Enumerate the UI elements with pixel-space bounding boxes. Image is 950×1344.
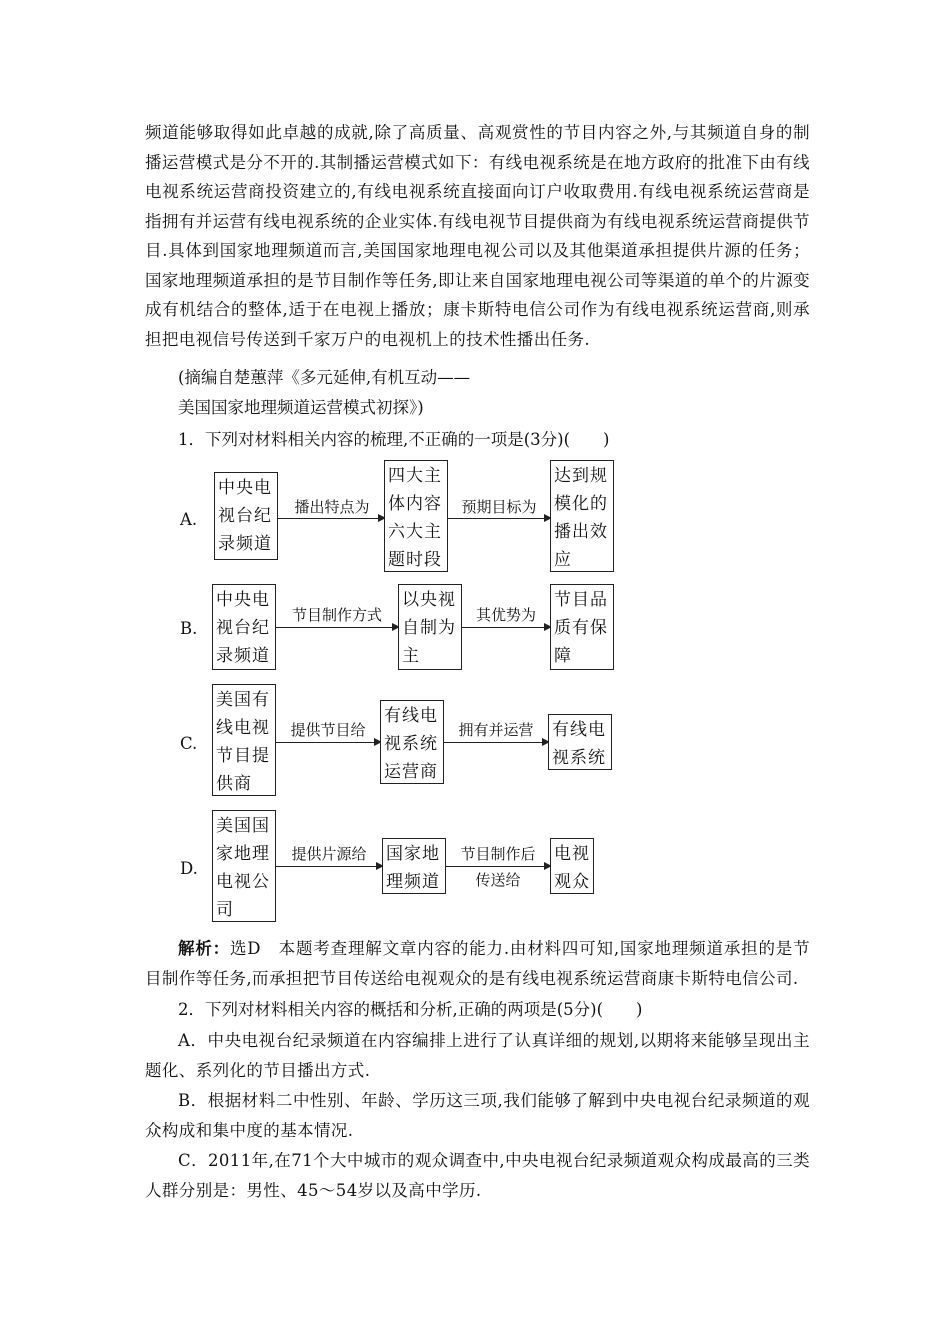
question-2-stem: 2．下列对材料相关内容的概括和分析,正确的两项是(5分)( ) [178, 1000, 643, 1019]
option-b-box-3: 节目品质有保障 [550, 584, 614, 670]
analysis [145, 934, 810, 993]
source-line-2: 美国国家地理频道运营模式初探》) [178, 398, 424, 417]
option-d-arrow-2 [446, 866, 550, 867]
option-c-label-2: 拥有并运营 [458, 721, 534, 739]
question-2-option-c: C．2011年,在71个大中城市的观众调查中,中央电视台纪录频道观众构成最高的三类人群分别是：男性、45～54岁以及高中学历. [145, 1151, 810, 1200]
option-b-arrow-2 [462, 627, 550, 628]
option-a-label-1: 播出特点为 [294, 498, 370, 516]
option-d-label-2a: 节目制作后 [460, 845, 536, 863]
option-c-box-2: 有线电视系统运营商 [380, 700, 444, 784]
option-d-letter: D. [180, 859, 198, 878]
option-a-arrow-1 [278, 518, 384, 519]
option-b-label-1: 节目制作方式 [291, 606, 382, 624]
option-c-box-3: 有线电视系统 [548, 714, 612, 770]
option-c-box-1: 美国有线电视节目提供商 [212, 684, 276, 796]
option-a-box-2: 四大主体内容六大主题时段 [384, 460, 448, 572]
option-a-arrow-2 [448, 518, 550, 519]
option-c-arrow-1 [276, 742, 380, 743]
option-b-letter: B. [180, 619, 198, 638]
analysis-label: 解析： [178, 939, 230, 958]
question-2-option-a: A．中央电视台纪录频道在内容编排上进行了认真详细的规划,以期将来能够呈现出主题化、系列化的节目播出方式. [145, 1031, 810, 1080]
option-d-label-1: 提供片源给 [291, 845, 367, 863]
option-a-label-2: 预期目标为 [461, 498, 537, 516]
question-1-stem: 1．下列对材料相关内容的梳理,不正确的一项是(3分)( ) [178, 430, 610, 449]
option-a-box-1: 中央电视台纪录频道 [214, 472, 278, 560]
option-d-box-3: 电视观众 [550, 838, 594, 894]
option-b-label-2: 其优势为 [475, 606, 536, 624]
option-a-letter: A. [180, 510, 198, 529]
option-c-label-1: 提供节目给 [290, 721, 366, 739]
option-b-box-2: 以央视自制为主 [398, 584, 462, 670]
source-line-1: (摘编自楚蕙萍《多元延伸,有机互动—— [178, 368, 471, 387]
option-b-box-1: 中央电视台纪录频道 [212, 584, 276, 670]
option-b-arrow-1 [276, 627, 398, 628]
option-d-arrow-1 [276, 866, 382, 867]
option-d-box-2: 国家地理频道 [382, 838, 446, 894]
passage-text: 频道能够取得如此卓越的成就,除了高质量、高观赏性的节目内容之外,与其频道自身的制播运营模式是分不开的.其制播运营模式如下：有线电视系统是在地方政府的批准下由有线电视系统运营商投资建立的,有线电视系统直接面向订户收取费用.有线电视系统运营商是指拥有并运营有线电视系统的企业实体.有线电视节目提供商为有线电视系统运营商提供节目.具体到国家地理频道而言,美国国家地理电视公司以及其他渠道承担提供片源的任务；国家地理频道承担的是节目制作等任务,即让来自国家地理电视公司等渠道的单个的片源变成有机结合的整体,适于在电视上播放；康卡斯特电信公司作为有线电视系统运营商,则承担把电视信号传送到千家万户的电视机上的技术性播出任务. [145, 123, 810, 349]
option-c-letter: C. [180, 734, 198, 753]
option-a-box-3: 达到规模化的播出效应 [550, 460, 614, 572]
option-d-label-2b: 传送给 [475, 871, 521, 889]
option-d-box-1: 美国国家地理电视公司 [212, 810, 276, 922]
analysis-text: 选D 本题考查理解文章内容的能力.由材料四可知,国家地理频道承担的是节目制作等任务,而承担把节目传送给电视观众的是有线电视系统运营商康卡斯特电信公司. [145, 939, 811, 988]
question-2-option-b: B．根据材料二中性别、年龄、学历这三项,我们能够了解到中央电视台纪录频道的观众构成和集中度的基本情况. [145, 1091, 810, 1140]
option-c-arrow-2 [444, 742, 548, 743]
